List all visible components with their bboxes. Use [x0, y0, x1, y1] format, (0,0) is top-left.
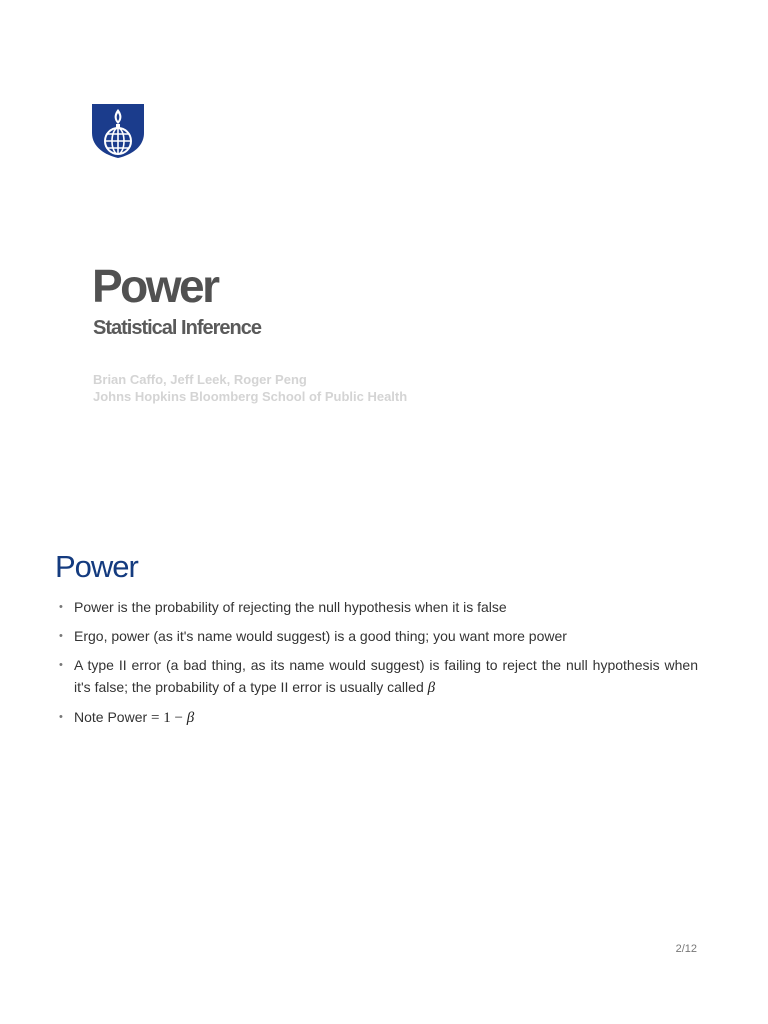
math-formula: = 1 − β — [151, 710, 195, 726]
bullet-text: A type II error (a bad thing, as its name would suggest) is failing to reject the null hypothesis when it's false; the probability of a type II error is usually called — [74, 657, 698, 695]
author-names: Brian Caffo, Jeff Leek, Roger Peng — [93, 372, 307, 387]
bullet-dot-icon: • — [59, 711, 63, 723]
bullet-dot-icon: • — [59, 601, 63, 613]
page-number: 2/12 — [675, 943, 697, 955]
list-item — [56, 654, 698, 699]
bullet-list — [56, 596, 698, 736]
bullet-text: Note Power — [74, 709, 152, 725]
bullet-dot-icon: • — [59, 630, 63, 642]
bullet-text: Power is the probability of rejecting the null hypothesis when it is false — [74, 599, 507, 615]
author-affiliation: Johns Hopkins Bloomberg School of Public Health — [93, 389, 408, 404]
bullet-dot-icon: • — [59, 659, 63, 671]
presentation-title: Power — [92, 260, 218, 312]
slide-heading: Power — [55, 549, 138, 584]
content-slide — [0, 512, 768, 1024]
bullet-text: Ergo, power (as it's name would suggest) is a good thing; you want more power — [74, 628, 567, 644]
presentation-subtitle: Statistical Inference — [93, 317, 261, 339]
author-block — [93, 371, 407, 405]
list-item — [56, 625, 698, 647]
list-item — [56, 706, 698, 729]
list-item — [56, 596, 698, 618]
math-beta: β — [427, 680, 436, 696]
jhu-shield-icon — [91, 103, 145, 159]
